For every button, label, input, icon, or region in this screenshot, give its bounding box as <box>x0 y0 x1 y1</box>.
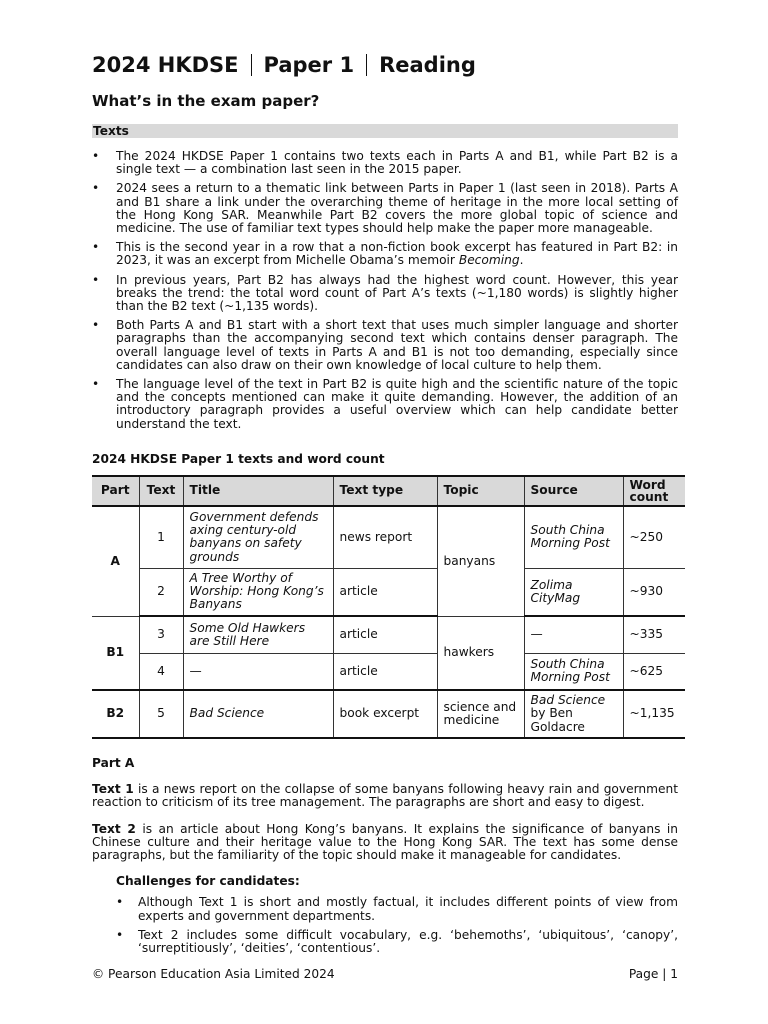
cell-text-number: 2 <box>139 568 183 616</box>
bullet-icon: • <box>92 181 100 196</box>
document-page <box>92 52 678 961</box>
cell-word-count: ~1,135 <box>623 690 685 738</box>
title-paper: Paper 1 <box>263 53 355 77</box>
list-item: • This is the second year in a row that a non-fiction book excerpt has featured in Part B2: in 2023, it was an excerpt from Michelle Obama’s memoir Becoming. <box>92 240 678 268</box>
table-row <box>92 653 685 690</box>
page-subtitle: What’s in the exam paper? <box>92 92 320 110</box>
table-header-row <box>92 476 685 506</box>
cell-source: South China Morning Post <box>524 653 623 690</box>
text2-paragraph: Text 2 is an article about Hong Kong’s banyans. It explains the significance of banyans in Chinese culture and their heritage value to the Hong Kong SAR. The text has some dense paragraphs, but the familiarity of the topic should make it manageable for candidates. <box>92 821 678 863</box>
bullet-icon: • <box>92 377 100 392</box>
challenges-list <box>116 896 678 955</box>
challenges-heading: Challenges for candidates: <box>116 874 300 889</box>
bullet-icon: • <box>92 272 100 287</box>
word-count-table <box>92 475 685 739</box>
cell-text-number: 4 <box>139 653 183 690</box>
list-item: • The 2024 HKDSE Paper 1 contains two texts each in Parts A and B1, while Part B2 is a single text — a combination last seen in the 2015 paper. <box>92 149 678 177</box>
bullet-icon: • <box>116 927 124 942</box>
header-text: Text <box>139 476 183 506</box>
title-exam: 2024 HKDSE <box>92 53 239 77</box>
list-item: • The language level of the text in Part B2 is quite high and the scientific nature of the topic and the concepts mentioned can make it quite demanding. However, the addition of an introductory paragraph provides a useful overview which can help candidate better understand the text. <box>92 377 678 431</box>
cell-part: B1 <box>92 616 139 690</box>
source-book-title: Bad Science <box>530 693 606 708</box>
cell-text-type: article <box>333 568 437 616</box>
cell-title: A Tree Worthy of Worship: Hong Kong’s Banyans <box>183 568 333 616</box>
cell-source: Bad Science by Ben Goldacre <box>524 690 623 738</box>
bullet-icon: • <box>116 895 124 910</box>
texts-bullet-list <box>92 150 678 431</box>
title-subject: Reading <box>379 53 476 77</box>
cell-title: Bad Science <box>183 690 333 738</box>
cell-text-number: 1 <box>139 506 183 568</box>
cell-word-count: ~250 <box>623 506 685 568</box>
cell-source: — <box>524 616 623 653</box>
bullet-icon: • <box>92 318 100 333</box>
title-separator <box>366 54 367 76</box>
header-word-count: Word count <box>623 476 685 506</box>
cell-part: B2 <box>92 690 139 738</box>
cell-text-type: book excerpt <box>333 690 437 738</box>
bullet-icon: • <box>92 149 100 163</box>
cell-part: A <box>92 506 139 616</box>
cell-topic: banyans <box>437 506 524 616</box>
cell-word-count: ~335 <box>623 616 685 653</box>
text1-paragraph: Text 1 is a news report on the collapse of some banyans following heavy rain and government reaction to criticism of its tree management. The paragraphs are short and easy to digest. <box>92 782 678 810</box>
header-text-type: Text type <box>333 476 437 506</box>
page-number: Page | 1 <box>628 967 678 981</box>
table-row <box>92 690 685 738</box>
part-a-heading: Part A <box>92 756 135 771</box>
list-item: • Although Text 1 is short and mostly factual, it includes different points of view from experts and government departments. <box>116 895 678 923</box>
header-title: Title <box>183 476 333 506</box>
page-footer <box>92 968 678 981</box>
header-part: Part <box>92 476 139 506</box>
cell-title: Government defends axing century-old banyans on safety grounds <box>183 506 333 568</box>
cell-title: Some Old Hawkers are Still Here <box>183 616 333 653</box>
table-row <box>92 506 685 568</box>
cell-text-number: 5 <box>139 690 183 738</box>
cell-text-type: article <box>333 616 437 653</box>
cell-text-type: article <box>333 653 437 690</box>
copyright-text: © Pearson Education Asia Limited 2024 <box>92 967 335 981</box>
table-caption: 2024 HKDSE Paper 1 texts and word count <box>92 451 385 466</box>
header-source: Source <box>524 476 623 506</box>
table-row <box>92 616 685 653</box>
section-heading-texts: Texts <box>92 124 678 138</box>
cell-title: — <box>183 653 333 690</box>
list-item: • In previous years, Part B2 has always had the highest word count. However, this year breaks the trend: the total word count of Part A’s texts (~1,180 words) is slightly higher than the B2 text (~1,135 words). <box>92 272 678 314</box>
bullet-icon: • <box>92 240 100 255</box>
cell-topic: hawkers <box>437 616 524 690</box>
list-item: • Both Parts A and B1 start with a short text that uses much simpler language and shorter paragraphs than the accompanying second text which contains denser paragraph. The overall language level of texts in Parts A and B1 is not too demanding, especially since candidates can also draw on their own knowledge of local culture to help them. <box>92 318 678 372</box>
cell-text-type: news report <box>333 506 437 568</box>
cell-topic: science and medicine <box>437 690 524 738</box>
cell-source: Zolima CityMag <box>524 568 623 616</box>
list-item: • Text 2 includes some difficult vocabulary, e.g. ‘behemoths’, ‘ubiquitous’, ‘canopy’, ‘surreptitiously’, ‘deities’, ‘contentious’. <box>116 927 678 956</box>
list-item: • 2024 sees a return to a thematic link between Parts in Paper 1 (last seen in 2018). Parts A and B1 share a link under the overarching theme of heritage in the more local setting of the Hong Kong SAR. Meanwhile Part B2 covers the more global topic of science and medicine. The use of familiar text types should help make the paper more manageable. <box>92 181 678 236</box>
cell-text-number: 3 <box>139 616 183 653</box>
table-row <box>92 568 685 616</box>
book-title: Becoming <box>458 253 520 268</box>
page-title <box>92 52 678 78</box>
header-topic: Topic <box>437 476 524 506</box>
cell-word-count: ~625 <box>623 653 685 690</box>
title-separator <box>251 54 252 76</box>
cell-word-count: ~930 <box>623 568 685 616</box>
cell-source: South China Morning Post <box>524 506 623 568</box>
